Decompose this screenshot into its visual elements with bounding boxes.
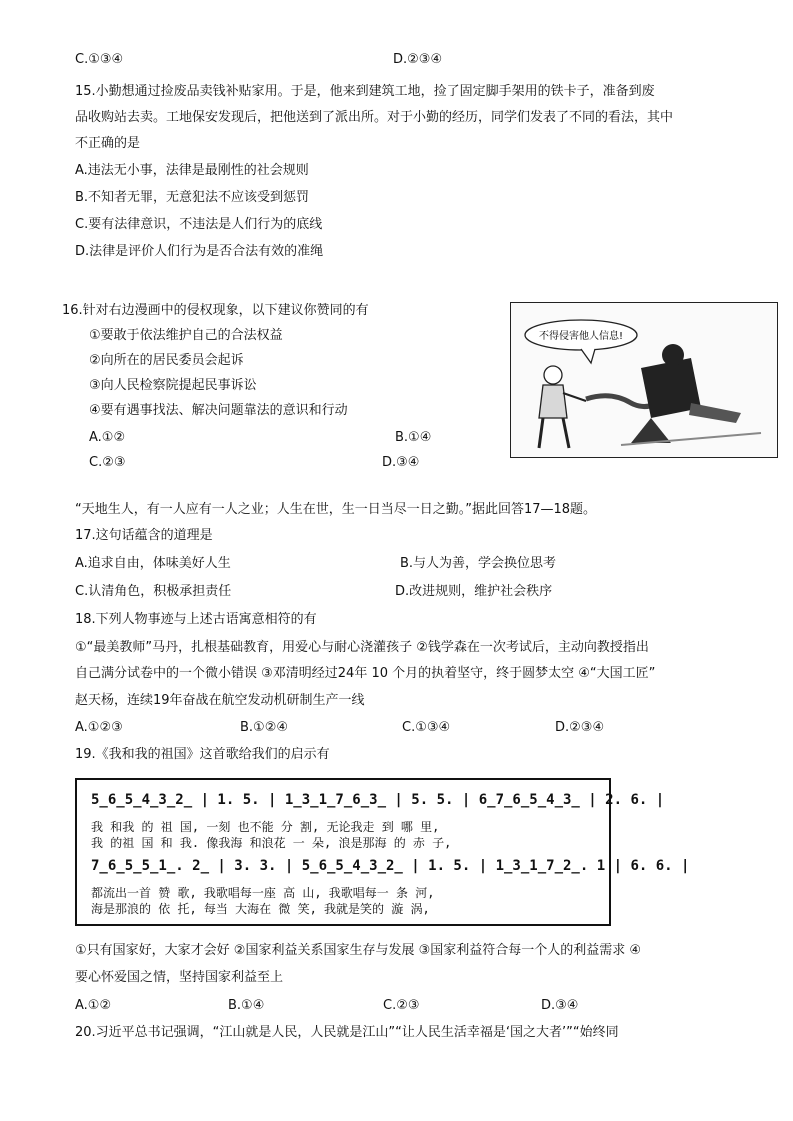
score-lyrics-row1a: 我 和我 的 祖 国, 一刻 也不能 分 割, 无论我走 到 哪 里, [91, 820, 440, 834]
q15-option-c: C.要有法律意识，不违法是人们行为的底线 [75, 217, 323, 232]
q16-item-3: ③向人民检察院提起民事诉讼 [89, 378, 257, 393]
score-lyrics-row2a: 都流出一首 赞 歌, 我歌唱每一座 高 山, 我歌唱每一 条 河, [91, 886, 435, 900]
infringement-cartoon [510, 302, 778, 458]
q14-option-c: C.①③④ [75, 52, 124, 67]
q16-option-b: B.①④ [395, 430, 432, 445]
q20-stem: 20.习近平总书记强调，“江山就是人民，人民就是江山”“让人民生活幸福是‘国之大者’”“始终同 [75, 1025, 619, 1040]
q19-option-a: A.①② [75, 998, 112, 1013]
score-lyrics-row1b: 我 的祖 国 和 我. 像我海 和浪花 一 朵, 浪是那海 的 赤 子, [91, 836, 452, 850]
q14-option-d: D.②③④ [393, 52, 443, 67]
q19-option-c: C.②③ [383, 998, 420, 1013]
q18-option-a: A.①②③ [75, 720, 123, 735]
q19-line2: 要心怀爱国之情，坚持国家利益至上 [75, 970, 284, 985]
q16-option-a: A.①② [89, 430, 126, 445]
q17-option-a: A.追求自由，体味美好人生 [75, 556, 231, 571]
score-notes-row1: 5̲6̲5̲4̲3̲2̲ | 1. 5. | 1̲3̲1̲7̲6̲3̲ | 5. 5. | 6̲7̲6̲5̲4̲3̲ | 2. 6. | [91, 792, 665, 808]
q18-line3: 赵天杨，连续19年奋战在航空发动机研制生产一线 [75, 693, 365, 708]
q17-18-intro: “天地生人，有一人应有一人之业；人生在世，生一日当尽一日之勤。”据此回答17—18题。 [75, 502, 597, 517]
q19-stem: 19.《我和我的祖国》这首歌给我们的启示有 [75, 747, 330, 762]
q16-option-d: D.③④ [382, 455, 420, 470]
q18-option-d: D.②③④ [555, 720, 605, 735]
q18-stem: 18.下列人物事迹与上述古语寓意相符的有 [75, 612, 317, 627]
q17-stem: 17.这句话蕴含的道理是 [75, 528, 213, 543]
cartoon-bubble-text: 不得侵害他人信息! [538, 331, 624, 342]
q18-option-b: B.①②④ [240, 720, 289, 735]
q19-option-d: D.③④ [541, 998, 579, 1013]
q16-item-4: ④要有遇事找法、解决问题靠法的意识和行动 [89, 403, 348, 418]
q15-option-b: B.不知者无罪，无意犯法不应该受到惩罚 [75, 190, 310, 205]
q16-option-c: C.②③ [89, 455, 126, 470]
cartoon-drawing [511, 303, 776, 456]
score-lyrics-row2b: 海是那浪的 依 托, 每当 大海在 微 笑, 我就是笑的 漩 涡, [91, 902, 430, 916]
q16-stem: 16.针对右边漫画中的侵权现象，以下建议你赞同的有 [62, 303, 369, 318]
q19-line1: ①只有国家好，大家才会好 ②国家利益关系国家生存与发展 ③国家利益符合每一个人的利益需求 ④ [75, 943, 642, 958]
q17-option-b: B.与人为善，学会换位思考 [400, 556, 557, 571]
q18-line2: 自己满分试卷中的一个微小错误 ③邓清明经过24年 10 个月的执着坚守，终于圆梦太空 ④“大国工匠” [75, 666, 656, 681]
score-notes-row2: 7̲6̲5̲5̲1̲. 2̲ | 3. 3. | 5̲6̲5̲4̲3̲2̲ | 1. 5. | 1̲3̲1̲7̲2̲. 1 | 6. 6. | [91, 858, 690, 874]
q17-option-d: D.改进规则，维护社会秩序 [395, 584, 553, 599]
q15-option-a: A.违法无小事，法律是最刚性的社会规则 [75, 163, 309, 178]
q15-stem-line2: 品收购站去卖。工地保安发现后，把他送到了派出所。对于小勤的经历，同学们发表了不同的看法，其中 [75, 110, 674, 125]
q16-item-2: ②向所在的居民委员会起诉 [89, 353, 244, 368]
q15-stem-line3: 不正确的是 [75, 136, 141, 151]
q18-line1: ①“最美教师”马丹，扎根基础教育，用爱心与耐心浇灌孩子 ②钱学森在一次考试后，主动向教授指出 [75, 640, 649, 655]
q18-option-c: C.①③④ [402, 720, 451, 735]
q17-option-c: C.认清角色，积极承担责任 [75, 584, 232, 599]
q19-option-b: B.①④ [228, 998, 265, 1013]
song-score [75, 778, 690, 926]
q15-stem-line1: 15.小勤想通过捡废品卖钱补贴家用。于是，他来到建筑工地，捡了固定脚手架用的铁卡子，准备到废 [75, 84, 655, 99]
q15-option-d: D.法律是评价人们行为是否合法有效的准绳 [75, 244, 324, 259]
q16-item-1: ①要敢于依法维护自己的合法权益 [89, 328, 283, 343]
